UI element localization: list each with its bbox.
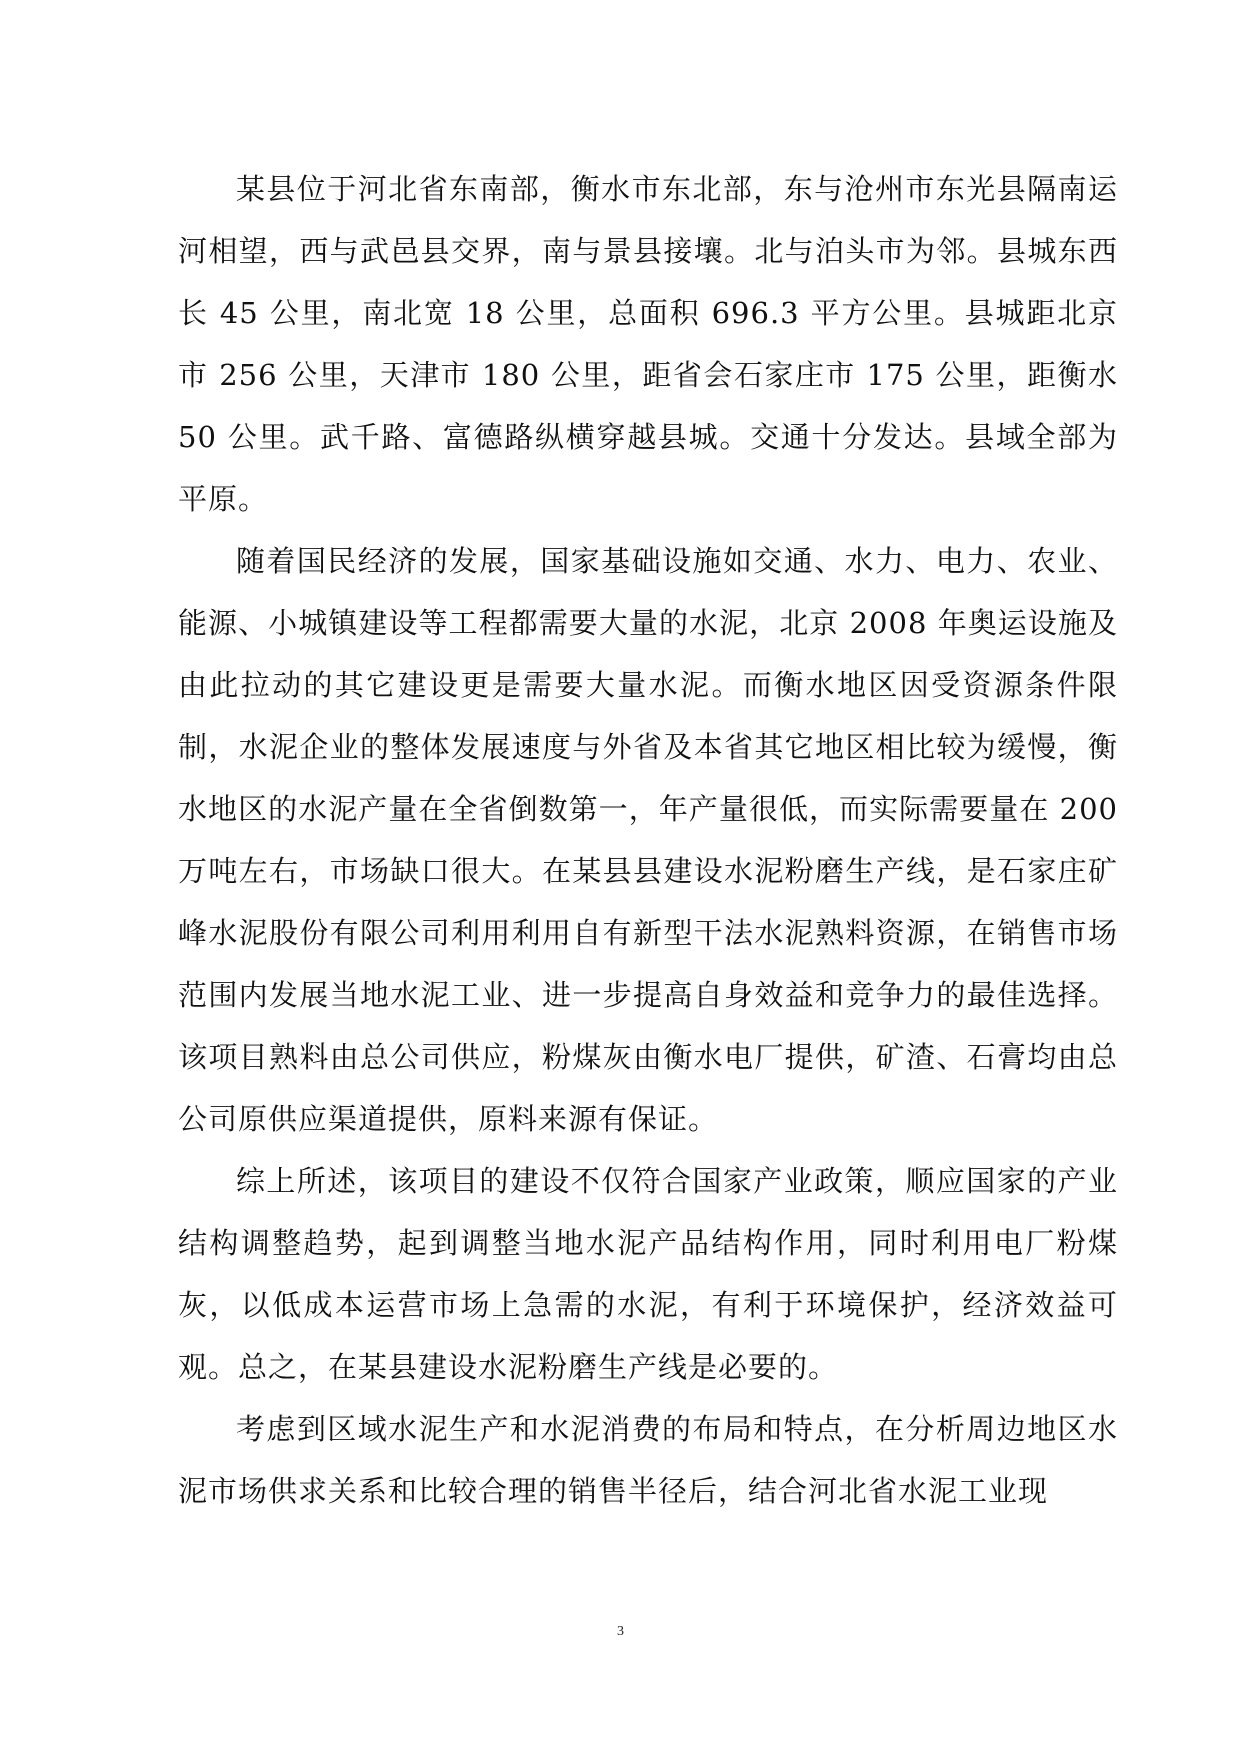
document-body	[178, 158, 1118, 1522]
paragraph-summary: 综上所述，该项目的建设不仅符合国家产业政策，顺应国家的产业结构调整趋势，起到调整当地水泥产品结构作用，同时利用电厂粉煤灰，以低成本运营市场上急需的水泥，有利于环境保护，经济效益可观。总之，在某县建设水泥粉磨生产线是必要的。	[178, 1164, 1118, 1384]
paragraph-market-demand: 随着国民经济的发展，国家基础设施如交通、水力、电力、农业、能源、小城镇建设等工程都需要大量的水泥，北京 2008 年奥运设施及由此拉动的其它建设更是需要大量水泥。而衡水地区因受资源条件限制，水泥企业的整体发展速度与外省及本省其它地区相比较为缓慢，衡水地区的水泥产量在全省倒数第一，年产量很低，而实际需要量在 200 万吨左右，市场缺口很大。在某县县建设水泥粉磨生产线，是石家庄矿峰水泥股份有限公司利用利用自有新型干法水泥熟料资源，在销售市场范围内发展当地水泥工业、进一步提高自身效益和竞争力的最佳选择。该项目熟料由总公司供应，粉煤灰由衡水电厂提供，矿渣、石膏均由总公司原供应渠道提供，原料来源有保证。	[178, 544, 1118, 1136]
paragraph-location: 某县位于河北省东南部，衡水市东北部，东与沧州市东光县隔南运河相望，西与武邑县交界，南与景县接壤。北与泊头市为邻。县城东西长 45 公里，南北宽 18 公里，总面积 696.3 平方公里。县城距北京市 256 公里，天津市 180 公里，距省会石家庄市 175 公里，距衡水 50 公里。武千路、富德路纵横穿越县城。交通十分发达。县域全部为平原。	[178, 172, 1118, 516]
page-number: 3	[617, 1624, 624, 1639]
paragraph-regional-analysis: 考虑到区域水泥生产和水泥消费的布局和特点，在分析周边地区水泥市场供求关系和比较合理的销售半径后，结合河北省水泥工业现	[178, 1412, 1118, 1508]
